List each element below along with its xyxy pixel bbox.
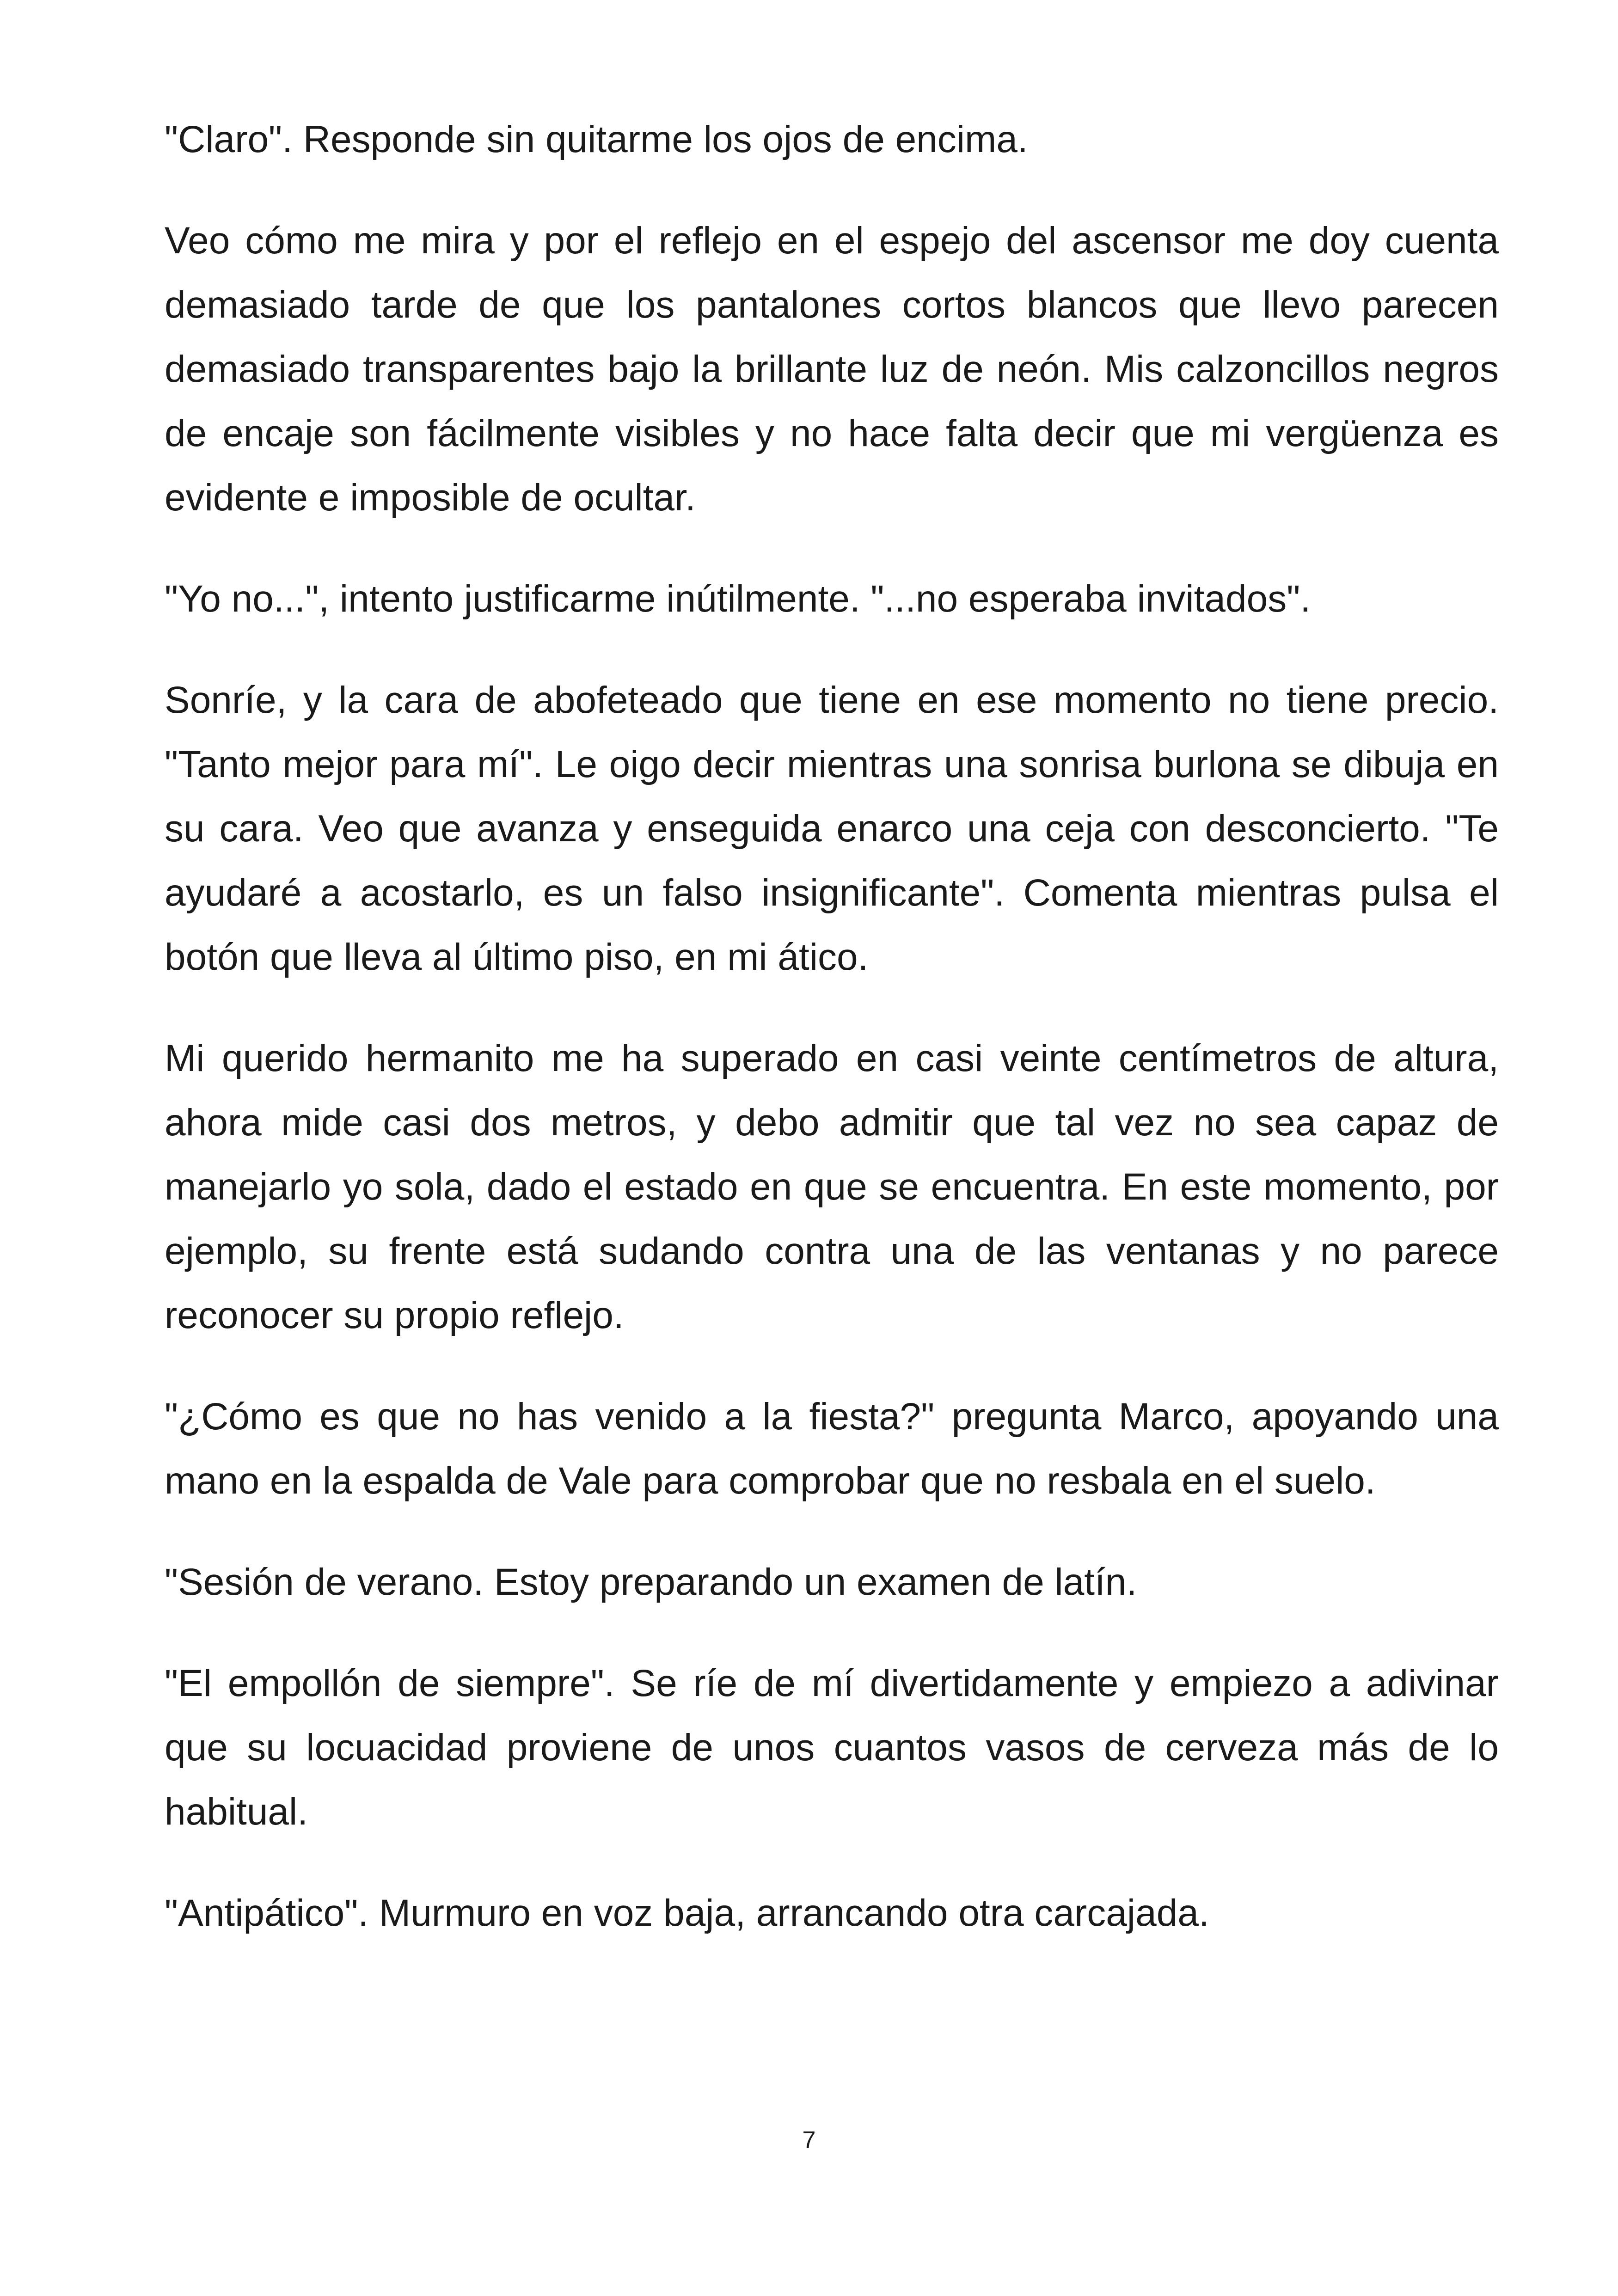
- paragraph: Sonríe, y la cara de abofeteado que tiene en ese momento no tiene precio. "Tanto mejor para mí". Le oigo decir mientras una sonrisa burlona se dibuja en su cara. Veo que avanza y enseguida enarco una ceja con desconcierto. "Te ayudaré a acostarlo, es un falso insignificante". Comenta mientras pulsa el botón que lleva al último piso, en mi ático.: [165, 679, 1499, 978]
- paragraph: "¿Cómo es que no has venido a la fiesta?" pregunta Marco, apoyando una mano en la espalda de Vale para comprobar que no resbala en el suelo.: [165, 1396, 1499, 1502]
- paragraph: Veo cómo me mira y por el reflejo en el espejo del ascensor me doy cuenta demasiado tarde de que los pantalones cortos blancos que llevo parecen demasiado transparentes bajo la brillante luz de neón. Mis calzoncillos negros de encaje son fácilmente visibles y no hace falta decir que mi vergüenza es evidente e imposible de ocultar.: [165, 220, 1499, 519]
- body-text: [165, 107, 1499, 1982]
- paragraph: "El empollón de siempre". Se ríe de mí divertidamente y empiezo a adivinar que su locuacidad proviene de unos cuantos vasos de cerveza más de lo habitual.: [165, 1662, 1499, 1833]
- paragraph: "Sesión de verano. Estoy preparando un examen de latín.: [165, 1561, 1137, 1603]
- paragraph: "Antipático". Murmuro en voz baja, arrancando otra carcajada.: [165, 1892, 1209, 1934]
- page-number: 7: [802, 2127, 816, 2154]
- paragraph: Mi querido hermanito me ha superado en casi veinte centímetros de altura, ahora mide casi dos metros, y debo admitir que tal vez no sea capaz de manejarlo yo sola, dado el estado en que se encuentra. En este momento, por ejemplo, su frente está sudando contra una de las ventanas y no parece reconocer su propio reflejo.: [165, 1037, 1499, 1336]
- paragraph: "Claro". Responde sin quitarme los ojos de encima.: [165, 118, 1028, 160]
- paragraph: "Yo no...", intento justificarme inútilmente. "...no esperaba invitados".: [165, 578, 1311, 620]
